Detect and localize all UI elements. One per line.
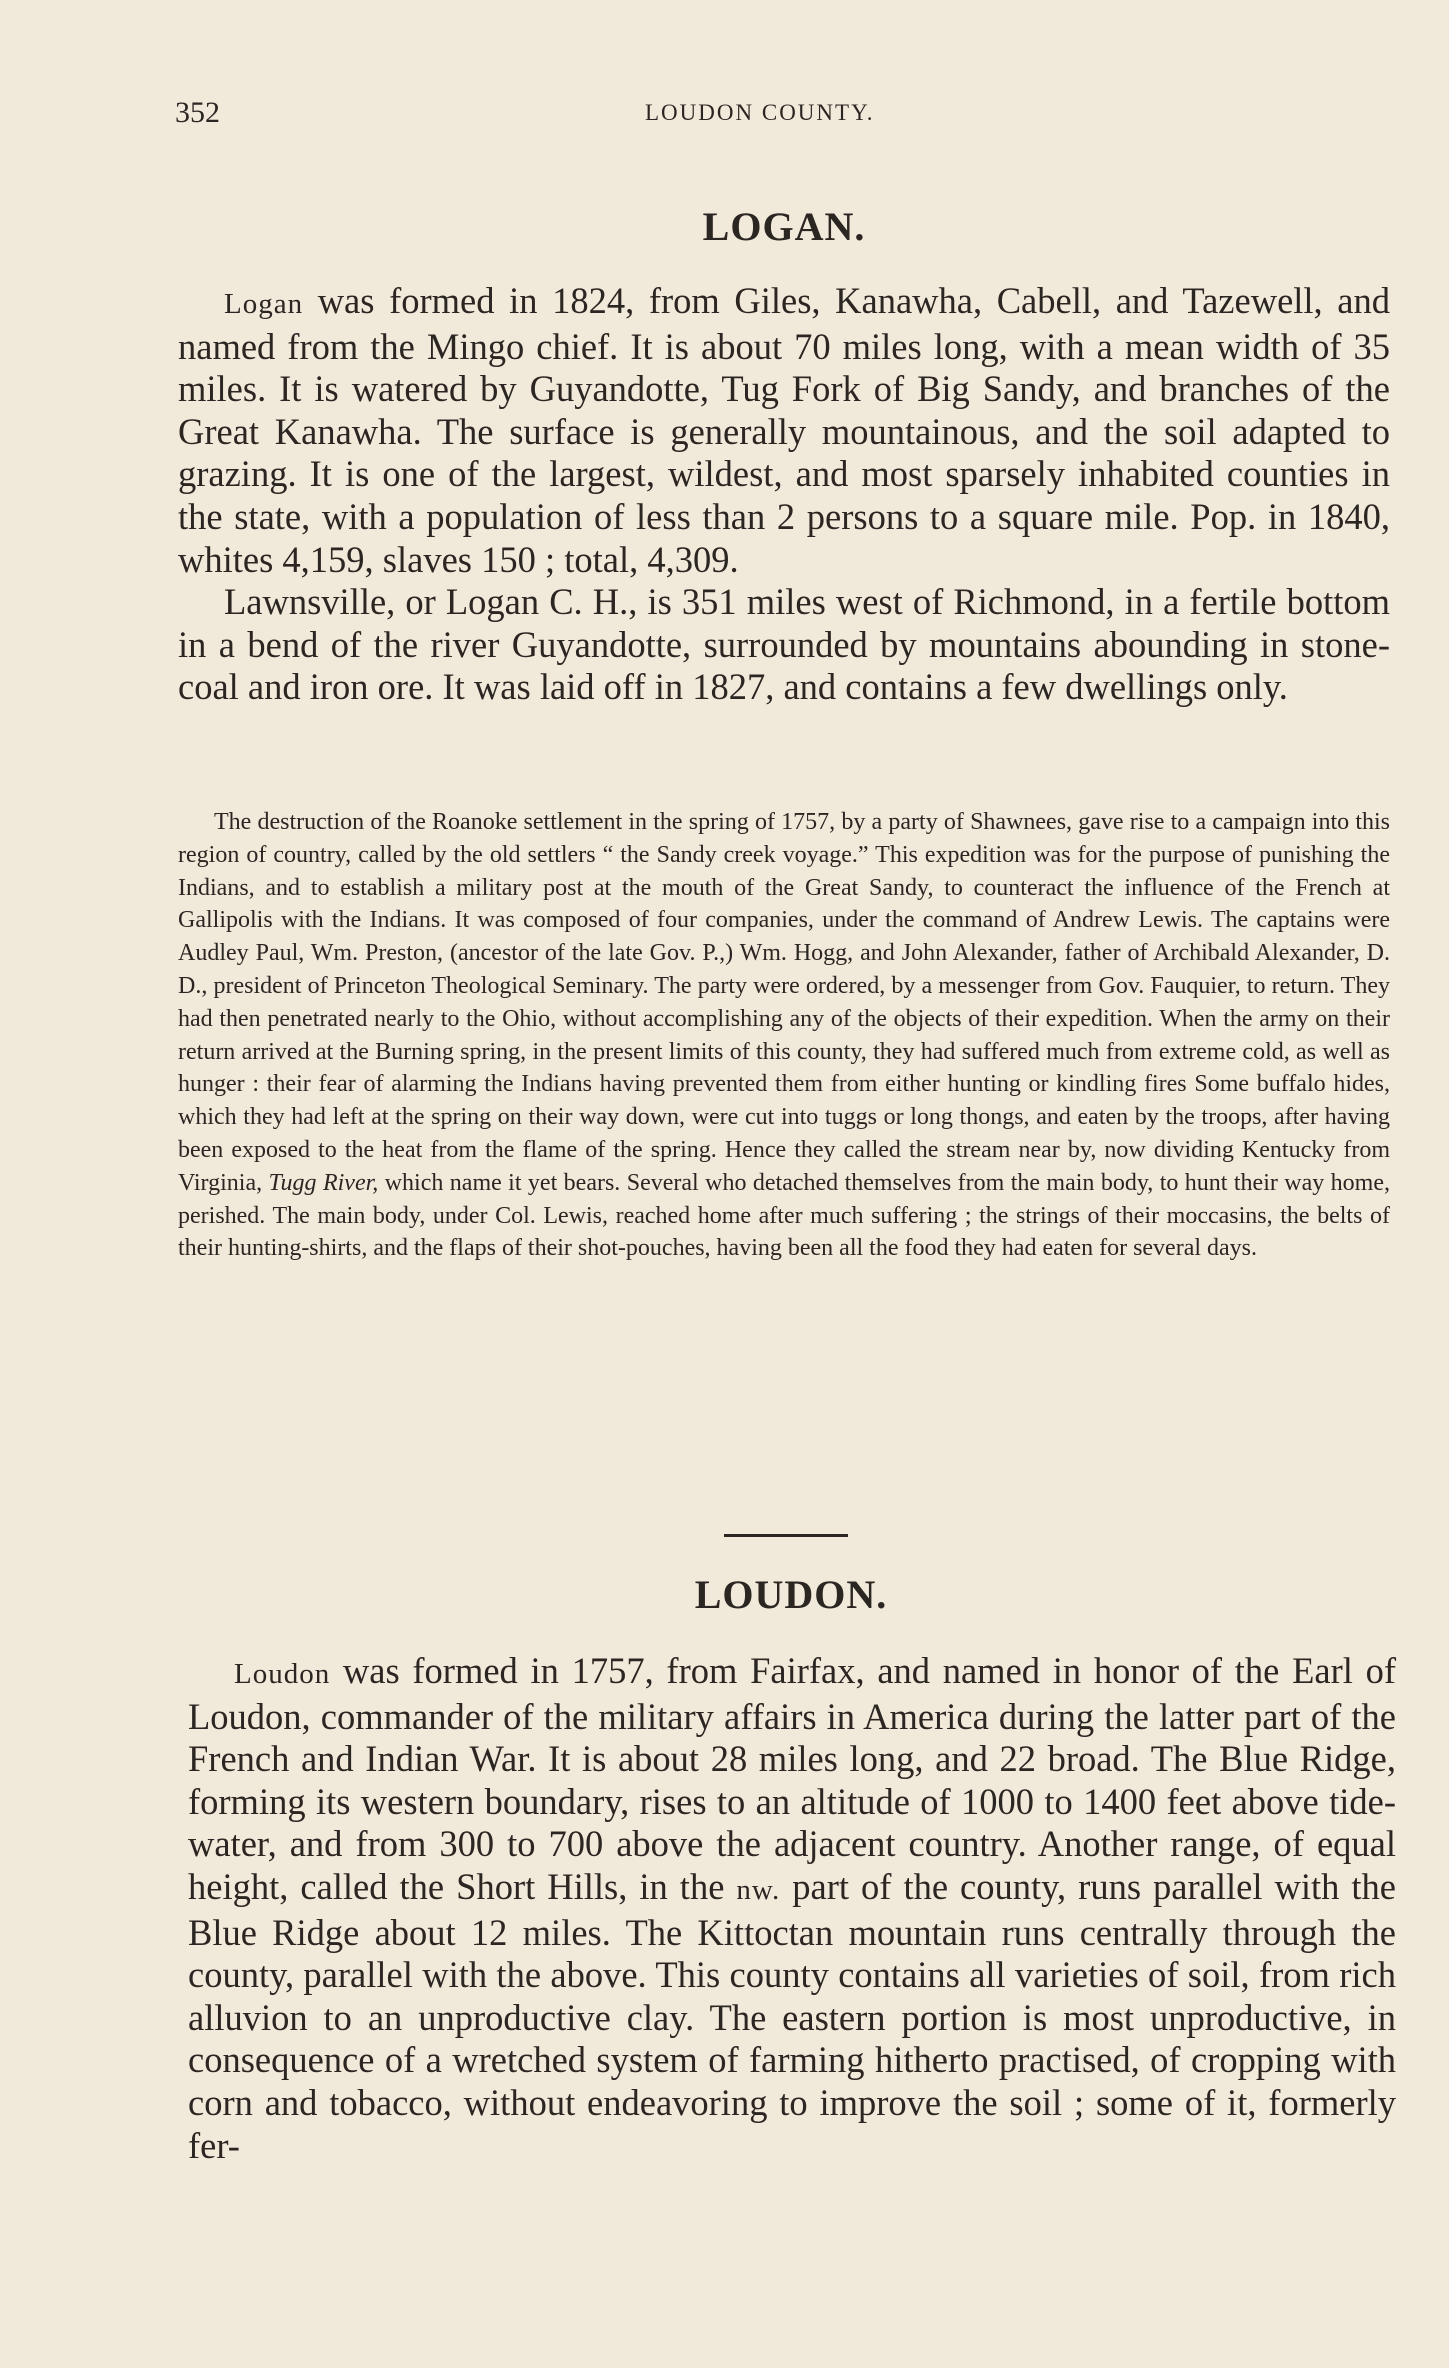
logan-note-text-b: which name it yet bears. Several who detached themselves from the main body, to hunt their way home, perished. The main body, under Col. Lewis, reached home after much suffering ; the strings of their moccasins, the belts of their hunting-shirts, and the flaps of their shot-pouches, having been all the food they had eaten for several days. [178, 1169, 1391, 1262]
loudon-body [188, 1650, 1396, 2167]
logan-paragraph-1 [178, 280, 1390, 581]
running-head [175, 96, 1395, 136]
logan-paragraph-1-text: was formed in 1824, from Giles, Kanawha, Cabell, and Tazewell, and named from the Mingo chief. It is about 70 miles long, with a mean width of 35 miles. It is watered by Guyandotte, Tug Fork of Big Sandy, and branches of the Great Kanawha. The surface is generally mountainous, and the soil adapted to grazing. It is one of the largest, wildest, and most sparsely inhabited counties in the state, with a population of less than 2 persons to a square mile. Pop. in 1840, whites 4,159, slaves 150 ; total, 4,309. [178, 280, 1390, 580]
logan-note [178, 806, 1390, 1265]
loudon-paragraph-1 [188, 1650, 1396, 2167]
logan-section [178, 203, 1390, 250]
logan-body [178, 280, 1390, 709]
loudon-section [185, 1571, 1397, 1618]
logan-note-paragraph [178, 806, 1390, 1265]
page-number: 352 [175, 96, 220, 129]
logan-note-italic: Tugg River, [268, 1169, 379, 1196]
logan-lead-word: Logan [224, 288, 304, 320]
loudon-paragraph-1-text-b: part of the county, runs parallel with the Blue Ridge about 12 miles. The Kittoctan mountain runs centrally through the county, parallel with the above. This county contains all varieties of soil, from rich alluvion to an unproductive clay. The eastern portion is most unproductive, in consequence of a wretched system of farming hitherto practised, of cropping with corn and tobacco, without endeavoring to improve the soil ; some of it, formerly fer- [188, 1865, 1397, 2166]
logan-note-text-a: The destruction of the Roanoke settlement in the spring of 1757, by a party of Shawnees, gave rise to a campaign into this region of country, called by the old settlers “ the Sandy creek voyage.” This expedition was for the purpose of punishing the Indians, and to establish a military post at the mouth of the Great Sandy, to counteract the influence of the French at Gallipolis with the Indians. It was composed of four companies, under the command of Andrew Lewis. The captains were Audley Paul, Wm. Preston, (ancestor of the late Gov. P.,) Wm. Hogg, and John Alexander, father of Archibald Alexander, D. D., president of Princeton Theological Seminary. The party were ordered, by a messenger from Gov. Fauquier, to return. They had then penetrated nearly to the Ohio, without accomplishing any of the objects of their expedition. When the army on their return arrived at the Burning spring, in the present limits of this county, they had suffered much from extreme cold, as well as hunger : their fear of alarming the Indians having prevented them from either hunting or kindling fires Some buffalo hides, which they had left at the spring on their way down, were cut into tuggs or long thongs, and eaten by the troops, after having been exposed to the heat from the flame of the spring. Hence they called the stream near by, now dividing Kentucky from Virginia, [178, 809, 1390, 1196]
logan-title: LOGAN. [702, 204, 866, 249]
logan-paragraph-2: Lawnsville, or Logan C. H., is 351 miles west of Richmond, in a fertile bottom in a bend of the river Guyandotte, surrounded by mountains abounding in stone-coal and iron ore. It was laid off in 1827, and contains a few dwellings only. [178, 581, 1390, 708]
loudon-lead-word: Loudon [234, 1658, 331, 1690]
loudon-paragraph-1-text-a: was formed in 1757, from Fairfax, and named in honor of the Earl of Loudon, commander of the military affairs in America during the latter part of the French and Indian War. It is about 28 miles long, and 22 broad. The Blue Ridge, forming its western boundary, rises to an altitude of 1000 to 1400 feet above tide-water, and from 300 to 700 above the adjacent country. Another range, of equal height, called the Short Hills, in the [188, 1650, 1396, 1907]
loudon-title: LOUDON. [694, 1572, 888, 1617]
running-title: LOUDON COUNTY. [645, 100, 875, 125]
loudon-nw-abbrev: nw. [736, 1873, 781, 1906]
section-divider [724, 1534, 848, 1537]
